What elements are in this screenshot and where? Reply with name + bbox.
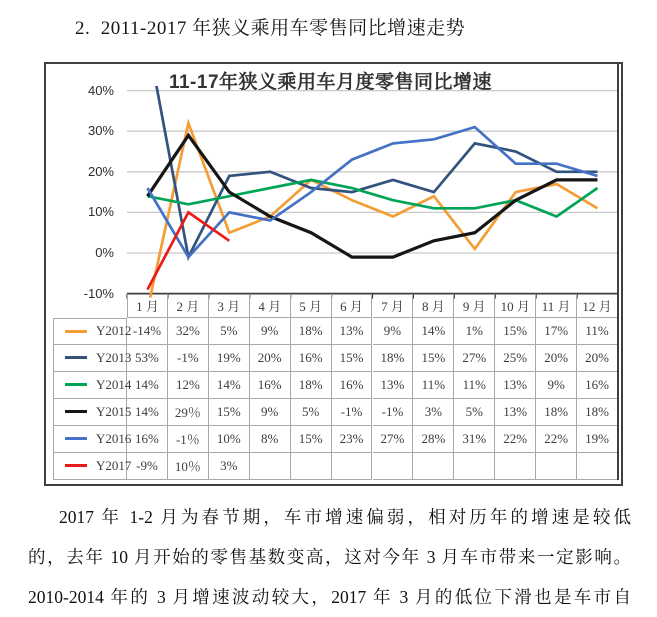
- y-axis-tick-label: -10%: [83, 285, 114, 301]
- value-cell: 14%: [127, 399, 168, 426]
- month-header-cell: 9 月: [454, 294, 495, 318]
- value-cell: 13%: [332, 318, 373, 345]
- value-cell: 9%: [373, 318, 414, 345]
- legend-swatch-y2016: [65, 437, 87, 440]
- legend-swatch-y2013: [65, 356, 87, 359]
- value-cell: 16%: [127, 426, 168, 453]
- section-heading: 2. 2011-2017 年狭义乘用车零售同比增速走势: [75, 18, 466, 39]
- value-cell: 17%: [536, 318, 577, 345]
- paragraph-line: 的，去年 10 月开始的零售基数变高，这对今年 3 月车市带来一定影响。: [28, 547, 631, 567]
- legend-cell: [53, 345, 132, 372]
- value-cell: 25%: [495, 345, 536, 372]
- value-cell: [332, 453, 373, 480]
- value-cell: -14%: [127, 318, 168, 345]
- plot-right-border: [617, 62, 619, 480]
- value-cell: 5%: [454, 399, 495, 426]
- legend-label: Y2016: [96, 430, 132, 446]
- value-cell: 9%: [250, 399, 291, 426]
- legend-label: Y2015: [96, 403, 132, 419]
- legend-cell: [53, 399, 132, 426]
- value-cell: 13%: [495, 399, 536, 426]
- value-cell: 18%: [373, 345, 414, 372]
- month-header-cell: 12 月: [577, 294, 618, 318]
- value-cell: 11%: [577, 318, 618, 345]
- value-cell: 18%: [291, 372, 332, 399]
- legend-swatch-y2012: [65, 330, 87, 333]
- value-cell: 14%: [209, 372, 250, 399]
- legend-cell: [53, 372, 132, 399]
- month-header-cell: 3 月: [209, 294, 250, 318]
- value-cell: -9%: [127, 453, 168, 480]
- value-cell: 11%: [413, 372, 454, 399]
- month-header-cell: 4 月: [250, 294, 291, 318]
- value-cell: 10％: [168, 453, 209, 480]
- value-cell: 22%: [536, 426, 577, 453]
- value-cell: 15%: [291, 426, 332, 453]
- legend-swatch-y2017: [65, 464, 87, 467]
- value-cell: [250, 453, 291, 480]
- legend-label: Y2014: [96, 376, 132, 392]
- value-cell: 27%: [373, 426, 414, 453]
- value-cell: 31%: [454, 426, 495, 453]
- value-cell: 23%: [332, 426, 373, 453]
- value-cell: 16%: [291, 345, 332, 372]
- y-axis-tick-label: 40%: [87, 82, 114, 98]
- value-cell: 18%: [291, 318, 332, 345]
- value-cell: 10%: [209, 426, 250, 453]
- month-header-cell: 5 月: [291, 294, 332, 318]
- value-cell: 3%: [209, 453, 250, 480]
- legend-swatch-y2014: [65, 383, 87, 386]
- value-cell: 19%: [209, 345, 250, 372]
- value-cell: [291, 453, 332, 480]
- value-cell: [536, 453, 577, 480]
- legend-cell: [53, 426, 132, 453]
- value-cell: 16%: [250, 372, 291, 399]
- body-paragraph: [28, 497, 631, 617]
- value-cell: 15%: [332, 345, 373, 372]
- value-cell: 32%: [168, 318, 209, 345]
- value-cell: 16%: [332, 372, 373, 399]
- value-cell: 20%: [250, 345, 291, 372]
- value-cell: [495, 453, 536, 480]
- value-cell: 9%: [250, 318, 291, 345]
- value-cell: 16%: [577, 372, 618, 399]
- month-header-cell: 7 月: [373, 294, 414, 318]
- value-cell: 53%: [127, 345, 168, 372]
- month-header-cell: 10 月: [495, 294, 536, 318]
- value-cell: 14%: [127, 372, 168, 399]
- month-header-cell: 8 月: [413, 294, 454, 318]
- chart-container: [44, 62, 623, 486]
- legend-cell: [53, 318, 132, 345]
- value-cell: 29％: [168, 399, 209, 426]
- value-cell: 9%: [536, 372, 577, 399]
- y-axis-tick-label: 0%: [95, 245, 114, 260]
- y-axis-tick-label: 20%: [87, 163, 114, 179]
- legend-label: Y2013: [96, 349, 132, 365]
- legend-label: Y2012: [96, 323, 132, 339]
- value-cell: 22%: [495, 426, 536, 453]
- value-cell: 1%: [454, 318, 495, 345]
- value-cell: 11%: [454, 372, 495, 399]
- value-cell: [454, 453, 495, 480]
- value-cell: 15%: [495, 318, 536, 345]
- value-cell: 27%: [454, 345, 495, 372]
- value-cell: 15%: [413, 345, 454, 372]
- chart-title: 11-17年狭义乘用车月度零售同比增速: [168, 72, 493, 93]
- y-axis-tick-label: 30%: [87, 123, 114, 139]
- legend-swatch-y2015: [65, 410, 87, 413]
- value-cell: [373, 453, 414, 480]
- month-header-cell: 11 月: [536, 294, 577, 318]
- value-cell: 14%: [413, 318, 454, 345]
- month-header-cell: 1 月: [127, 294, 168, 318]
- value-cell: -1%: [332, 399, 373, 426]
- month-header-cell: 6 月: [332, 294, 373, 318]
- value-cell: -1％: [168, 426, 209, 453]
- legend-label: Y2017: [96, 457, 132, 473]
- y-axis-tick-label: 10%: [87, 204, 114, 220]
- month-header-cell: 2 月: [168, 294, 209, 318]
- value-cell: 13%: [373, 372, 414, 399]
- value-cell: 5%: [209, 318, 250, 345]
- value-cell: -1%: [373, 399, 414, 426]
- value-cell: 5%: [291, 399, 332, 426]
- value-cell: 12%: [168, 372, 209, 399]
- paragraph-line: 2010-2014 年的 3 月增速波动较大，2017 年 3 月的低位下滑也是车市自: [28, 587, 631, 607]
- value-cell: 15%: [209, 399, 250, 426]
- value-cell: 19%: [577, 426, 618, 453]
- value-cell: [577, 453, 618, 480]
- value-cell: 8%: [250, 426, 291, 453]
- value-cell: -1%: [168, 345, 209, 372]
- value-cell: 20%: [536, 345, 577, 372]
- legend-cell: [53, 453, 132, 480]
- value-cell: 18%: [536, 399, 577, 426]
- value-cell: 13%: [495, 372, 536, 399]
- value-cell: 3%: [413, 399, 454, 426]
- value-cell: [413, 453, 454, 480]
- paragraph-line: 2017 年 1-2 月为春节期，车市增速偏弱，相对历年的增速是较低: [59, 507, 631, 527]
- value-cell: 20%: [577, 345, 618, 372]
- value-cell: 28%: [413, 426, 454, 453]
- value-cell: 18%: [577, 399, 618, 426]
